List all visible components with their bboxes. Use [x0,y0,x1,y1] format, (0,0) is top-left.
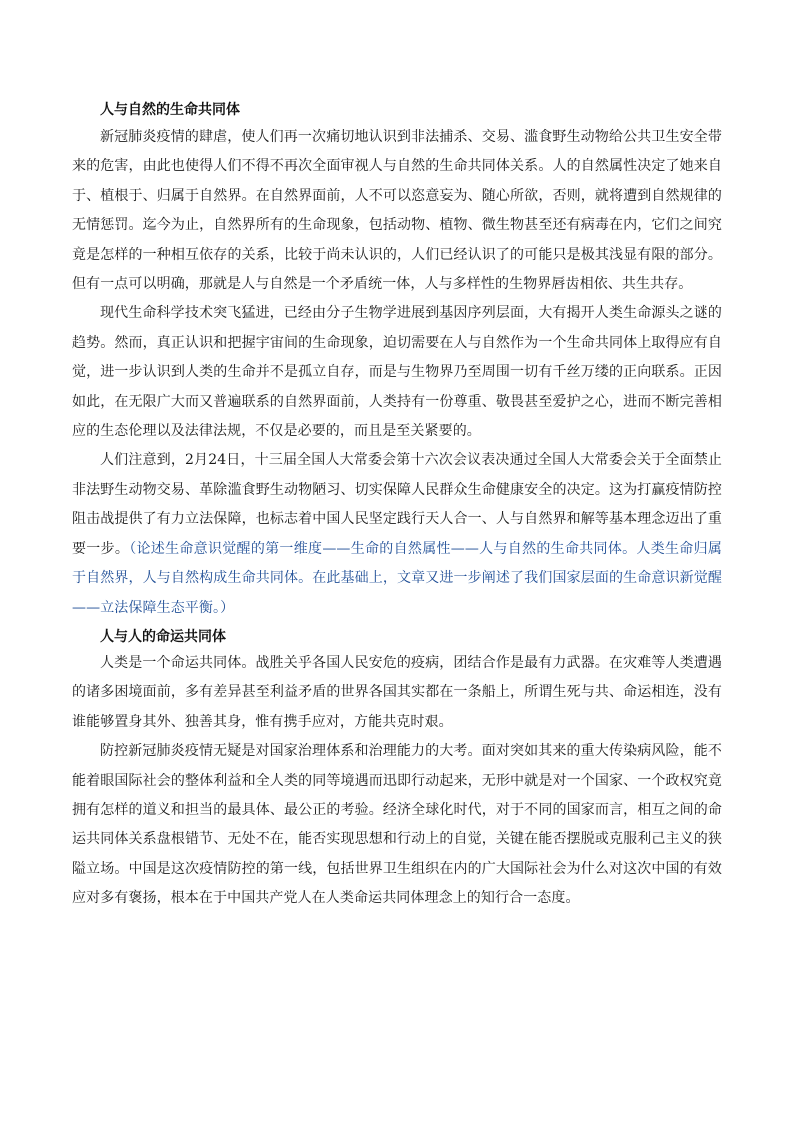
section-heading-humanity: 人与人的命运共同体 [100,628,226,645]
paragraph: 防控新冠肺炎疫情无疑是对国家治理体系和治理能力的大考。面对突如其来的重大传染病风险，能不能着眼国际社会的整体利益和全人类的同等境遇而迅即行动起来，无形中就是对一个国家、一个政权究竟拥有怎样的道义和担当的最具体、最公正的考验。经济全球化时代，对于不同的国家而言，相互之间的命运共同体关系盘根错节、无处不在，能否实现思想和行动上的自觉，关键在能否摆脱或克服利己主义的狭隘立场。中国是这次疫情防控的第一线，包括世界卫生组织在内的广大国际社会为什么对这次中国的有效应对多有褒扬，根本在于中国共产党人在人类命运共同体理念上的知行合一态度。 [72,743,722,907]
paragraph: 现代生命科学技术突飞猛进，已经由分子生物学进展到基因序列层面，大有揭开人类生命源头之谜的趋势。然而，真正认识和把握宇宙间的生命现象，迫切需要在人与自然作为一个生命共同体上取得应有自觉，进一步认识到人类的生命并不是孤立自存，而是与生物界乃至周围一切有千丝万缕的正向联系。正因如此，在无限广大而又普遍联系的自然界面前，人类持有一份尊重、敬畏甚至爱护之心，进而不断完善相应的生态伦理以及法律法规，不仅是必要的，而且是至关紧要的。 [72,305,722,440]
section-heading-nature: 人与自然的生命共同体 [100,102,240,118]
paragraph-with-note [72,446,722,622]
commentary-note: （论述生命意识觉醒的第一维度——生命的自然属性——人与自然的生命共同体。人类生命归属于自然界，人与自然构成生命共同体。在此基础上，文章又进一步阐述了我们国家层面的生命意识新觉醒——立法保障生态平衡。） [72,540,722,616]
paragraph: 新冠肺炎疫情的肆虐，使人们再一次痛切地认识到非法捕杀、交易、滥食野生动物给公共卫生安全带来的危害，由此也使得人们不得不再次全面审视人与自然的生命共同体关系。人的自然属性决定了她来自于、植根于、归属于自然界。在自然界面前，人不可以恣意妄为、随心所欲，否则，就将遭到自然规律的无情惩罚。迄今为止，自然界所有的生命现象，包括动物、植物、微生物甚至还有病毒在内，它们之间究竟是怎样的一种相互依存的关系，比较于尚未认识的，人们已经认识了的可能只是极其浅显有限的部分。但有一点可以明确，那就是人与自然是一个矛盾统一体，人与多样性的生物界唇齿相依、共生共存。 [72,129,722,293]
paragraph-text: 人们注意到，2月24日，十三届全国人大常委会第十六次会议表决通过全国人大常委会关于全面禁止非法野生动物交易、革除滥食野生动物陋习、切实保障人民群众生命健康安全的决定。这为打赢疫情防控阻击战提供了有力立法保障，也标志着中国人民坚定践行天人合一、人与自然界和解等基本理念迈出了重要一步。 [72,452,722,557]
paragraph: 人类是一个命运共同体。战胜关乎各国人民安危的疫病，团结合作是最有力武器。在灾难等人类遭遇的诸多困境面前，多有差异甚至利益矛盾的世界各国其实都在一条船上，所谓生死与共、命运相连，没有谁能够置身其外、独善其身，惟有携手应对，方能共克时艰。 [72,654,722,730]
document-body [72,98,722,914]
